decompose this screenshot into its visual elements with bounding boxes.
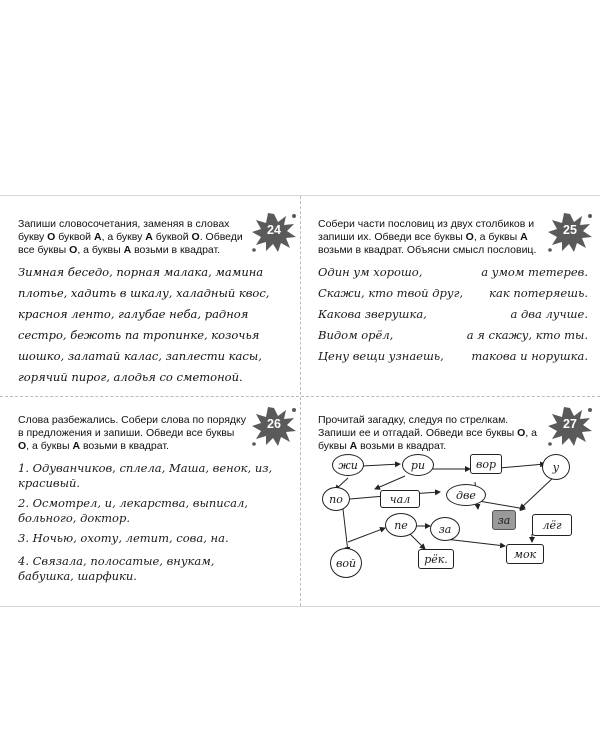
instruction-bold-letter: О [465, 231, 474, 243]
riddle-node: вор [470, 454, 502, 474]
exercise-sentence: 1. Одуванчиков, сплела, Маша, венок, из, красивый. [18, 461, 273, 490]
task-number: 27 [563, 417, 577, 431]
instruction-bold-letter: А [349, 440, 358, 452]
instruction-bold-letter: А [72, 440, 81, 452]
task-number-badge [250, 404, 298, 448]
exercise-line: красноя ленто, галубае неба, радноя [18, 307, 249, 321]
exercise-line: сестро, бежоть па тропинке, козочья [18, 328, 260, 342]
instruction-bold-letter: О [47, 231, 56, 243]
instruction-text: , а буквы [26, 440, 73, 452]
riddle-diagram [310, 454, 580, 594]
instruction-text: возьми в квадрат. [131, 244, 221, 256]
instruction-bold-letter: О [191, 231, 200, 243]
instruction-text: Собери части пословиц из двух столбиков и запиши их. Обведи все буквы [318, 218, 535, 243]
instruction-text: возьми в квадрат. [357, 440, 447, 452]
instruction-bold-letter: О [69, 244, 78, 256]
riddle-node: пе [385, 513, 417, 537]
instruction-text: возьми в квадрат. [80, 440, 169, 452]
proverb-right-part: как потеряешь. [489, 286, 588, 300]
instruction-bold-letter: О [18, 440, 27, 452]
task-instruction [18, 218, 253, 257]
exercise-line: плотье, хадить в шкалу, халадный квос, [18, 286, 270, 300]
riddle-node: жи [332, 454, 364, 476]
instruction-bold-letter: О [517, 427, 526, 439]
task-number: 25 [563, 223, 577, 237]
proverb-right-part: такова и норушка. [471, 349, 588, 363]
riddle-node: ри [402, 454, 434, 476]
task-instruction [318, 218, 543, 257]
instruction-text: , а буквы [473, 231, 521, 243]
riddle-node: вой [330, 548, 362, 578]
exercise-line: шошко, залатай калас, заплести касы, [18, 349, 262, 363]
riddle-node: чал [380, 490, 420, 508]
proverb-right-part: а умом тетерев. [481, 265, 588, 279]
instruction-bold-letter: А [145, 231, 153, 243]
riddle-node-highlighted: за [492, 510, 516, 530]
instruction-text: , а букву [101, 231, 146, 243]
task-card-26 [18, 414, 308, 609]
proverb-left-part: Видом орёл, [318, 328, 394, 342]
exercise-sentence: 3. Ночью, охоту, летит, сова, на. [18, 531, 229, 545]
riddle-node: лёг [532, 514, 572, 536]
exercise-lines [18, 265, 308, 395]
proverb-left-part: Скажи, кто твой друг, [318, 286, 464, 300]
riddle-node: рёк. [418, 549, 454, 569]
task-instruction [318, 414, 543, 453]
task-card-25 [318, 218, 600, 413]
riddle-node: за [430, 517, 460, 541]
riddle-node: по [322, 487, 350, 511]
instruction-text: возьми в квадрат. Объясни смысл пословиц. [318, 244, 537, 256]
proverb-left-part: Цену вещи узнаешь, [318, 349, 444, 363]
task-number-badge [546, 404, 594, 448]
task-card-27 [318, 414, 600, 604]
proverb-left-part: Какова зверушка, [318, 307, 427, 321]
exercise-line: Зимная беседо, порная малака, мамина [18, 265, 264, 279]
exercise-sentence: 4. Связала, полосатые, внукам, бабушка, шарфики. [18, 554, 215, 583]
task-instruction [18, 414, 246, 453]
riddle-node: у [542, 454, 570, 480]
instruction-bold-letter: А [123, 244, 132, 256]
instruction-text: Прочитай загадку, следуя по стрелкам. Запиши ее и отгадай. Обведи все буквы [318, 414, 518, 439]
task-number: 26 [267, 417, 281, 431]
proverb-right-part: а два лучше. [510, 307, 588, 321]
exercise-line: горячий пирог, алодья со сметоной. [18, 370, 243, 384]
instruction-bold-letter: А [93, 231, 102, 243]
proverb-right-part: а я скажу, кто ты. [466, 328, 588, 342]
instruction-bold-letter: А [520, 231, 528, 243]
task-card-24 [18, 218, 308, 413]
instruction-text: Слова разбежались. Собери слова по порядку в предложения и запиши. Обведи все буквы [18, 414, 246, 439]
riddle-node: мок [506, 544, 544, 564]
exercise-sentence: 2. Осмотрел, и, лекарства, выписал, больного, доктор. [18, 496, 248, 525]
riddle-node: две [446, 484, 486, 506]
proverb-left-part: Один ум хорошо, [318, 265, 423, 279]
worksheet-page [0, 195, 600, 607]
instruction-text: буквой [55, 231, 94, 243]
task-number-badge [250, 210, 298, 254]
instruction-text: буквой [152, 231, 192, 243]
instruction-text: Запиши словосочетания, заменяя в словах букву [18, 218, 230, 243]
instruction-text: , а буквы [318, 427, 537, 452]
instruction-text: , а буквы [77, 244, 124, 256]
instruction-text: . Обведи все буквы [18, 231, 243, 256]
task-number: 24 [267, 223, 281, 237]
task-number-badge [546, 210, 594, 254]
